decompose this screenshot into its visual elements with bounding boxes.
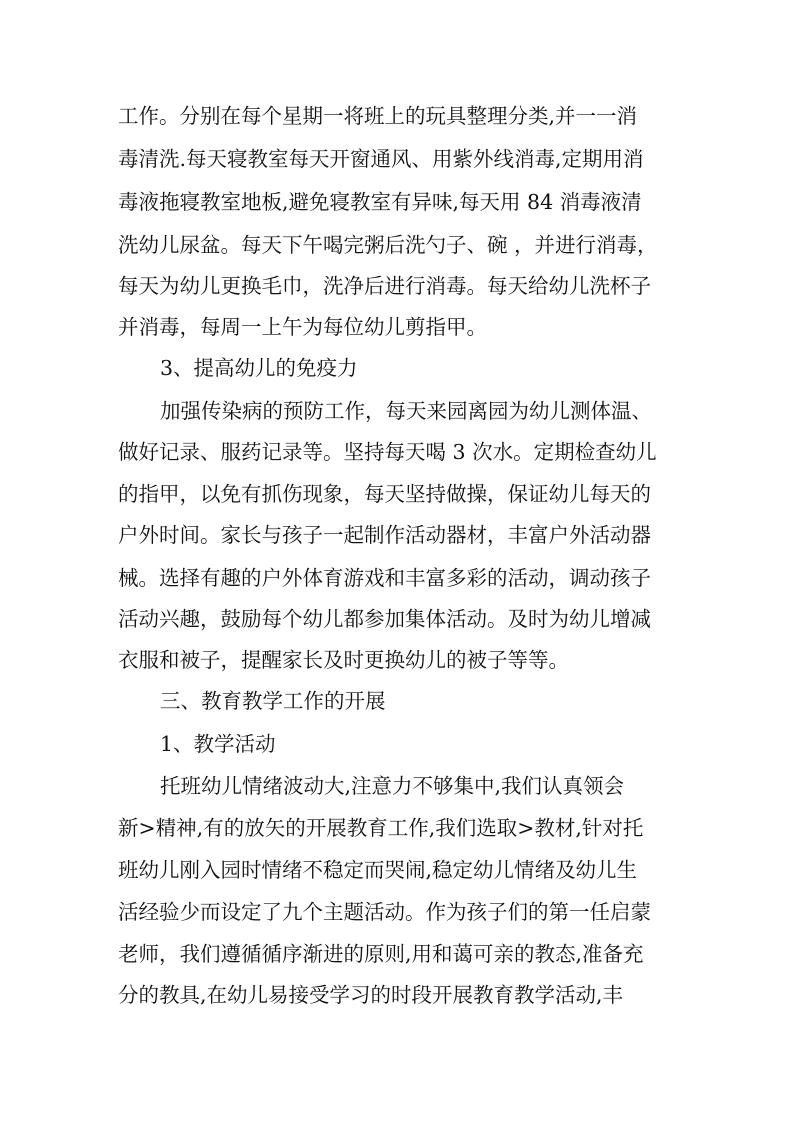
text-line: 老师，我们遵循循序渐进的原则,用和蔼可亲的教态,准备充 [118,942,644,966]
text-line: 户外时间。家长与孩子一起制作活动器材，丰富户外活动器 [118,523,651,547]
text-line: 做好记录、服药记录等。坚持每天喝 3 次水。定期检查幼儿 [118,440,657,464]
section-heading: 1、教学活动 [160,732,276,756]
text-line: 活经验少而设定了九个主题活动。作为孩子们的第一任启蒙 [118,900,651,924]
text-line: 分的教具,在幼儿易接受学习的时段开展教育教学活动,丰 [118,983,624,1007]
text-line: 加强传染病的预防工作，每天来园离园为幼儿测体温、 [160,399,652,423]
text-line: 毒液拖寝教室地板,避免寝教室有异味,每天用 84 消毒液清 [118,190,642,214]
text-line: 械。选择有趣的户外体育游戏和丰富多彩的活动，调动孩子 [118,566,651,590]
text-line: 并消毒，每周一上午为每位幼儿剪指甲。 [118,315,487,339]
text-line: 托班幼儿情绪波动大,注意力不够集中,我们认真领会 [160,774,625,798]
text-line: 洗幼儿尿盆。每天下午喝完粥后洗勺子、碗 ，并进行消毒， [118,233,658,257]
section-heading: 三、教育教学工作的开展 [160,689,386,713]
text-line: 活动兴趣，鼓励每个幼儿都参加集体活动。及时为幼儿增减 [118,607,651,631]
text-line: 工作。分别在每个星期一将班上的玩具整理分类,并一一消 [118,104,638,128]
text-line: 的指甲，以免有抓伤现象，每天坚持做操，保证幼儿每天的 [118,482,651,506]
text-line: 每天为幼儿更换毛巾，洗净后进行消毒。每天给幼儿洗杯子 [118,274,651,298]
section-heading: 3、提高幼儿的免疫力 [160,356,358,380]
text-line: 毒清洗.每天寝教室每天开窗通风、用紫外线消毒,定期用消 [118,147,644,171]
text-line: 衣服和被子，提醒家长及时更换幼儿的被子等等。 [118,648,569,672]
text-line: 班幼儿刚入园时情绪不稳定而哭闹,稳定幼儿情绪及幼儿生 [118,858,638,882]
text-line: 新>精神,有的放矢的开展教育工作,我们选取>教材,针对托 [118,816,644,840]
